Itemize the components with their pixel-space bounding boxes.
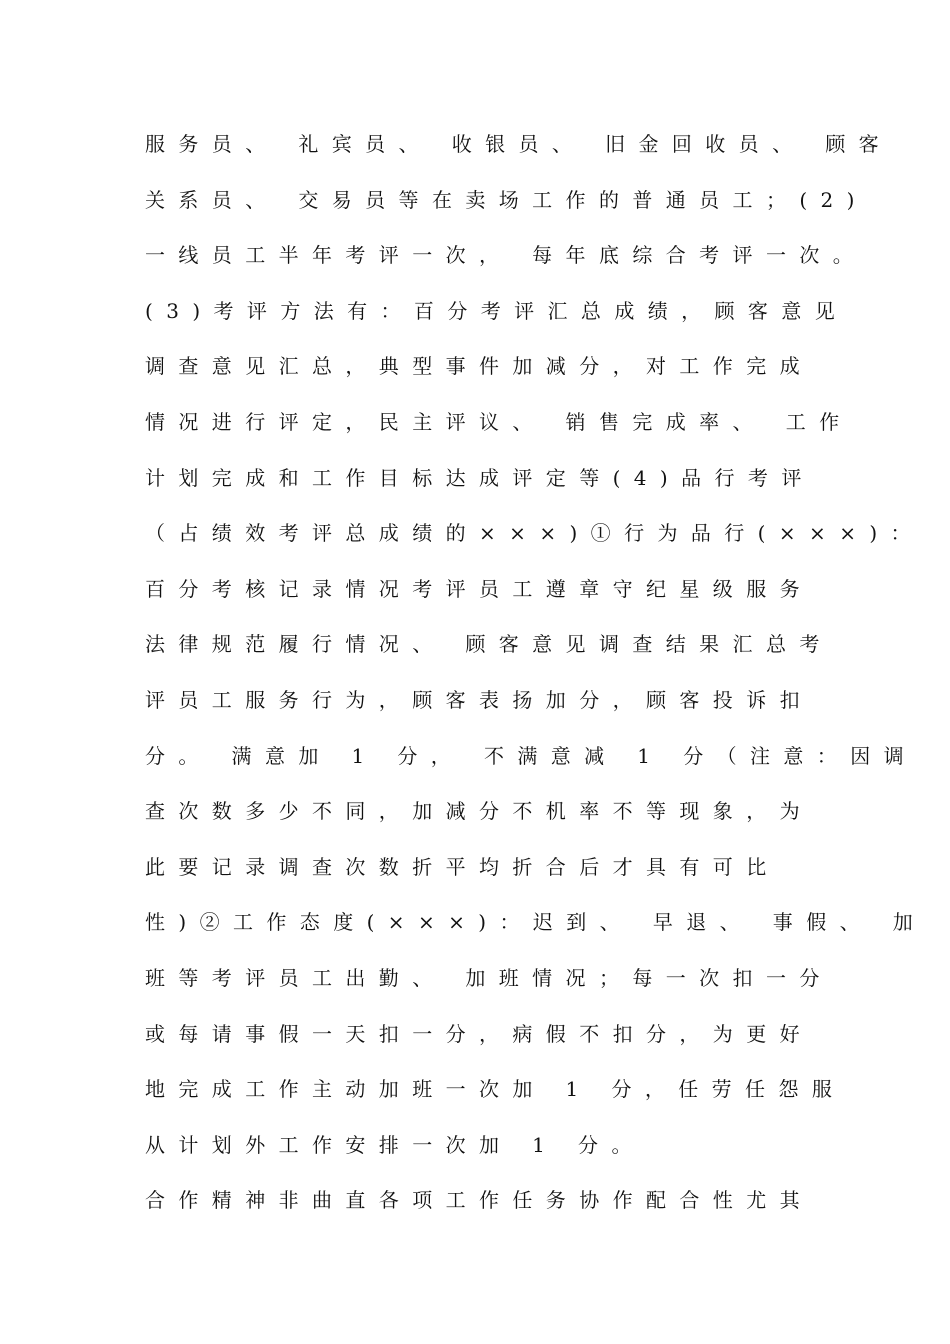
text-line-20: 合作精神非曲直各项工作任务协作配合性尤其 bbox=[145, 1188, 813, 1213]
text-line-3: 一线员工半年考评一次， 每年底综合考评一次。 bbox=[145, 243, 867, 268]
text-line-11: 评员工服务行为，顾客表扬加分，顾客投诉扣 bbox=[145, 687, 813, 712]
text-line-7: 计划完成和工作目标达成评定等(4)品行考评 bbox=[145, 465, 815, 490]
text-line-14: 此要记录调查次数折平均折合后才具有可比 bbox=[145, 854, 780, 879]
text-line-1: 服务员、 礼宾员、 收银员、 旧金回收员、 顾客 bbox=[145, 132, 893, 156]
text-line-4: (3)考评方法有：百分考评汇总成绩，顾客意见 bbox=[145, 298, 849, 323]
body-text bbox=[145, 128, 927, 1240]
text-line-6: 情况进行评定，民主评议、 销售完成率、 工作 bbox=[145, 409, 853, 434]
text-line-13: 查次数多少不同，加减分不机率不等现象，为 bbox=[145, 799, 813, 824]
text-line-17: 或每请事假一天扣一分，病假不扣分，为更好 bbox=[145, 1021, 813, 1046]
text-line-10: 法律规范履行情况、 顾客意见调查结果汇总考 bbox=[145, 632, 833, 657]
text-line-12: 分。 满意加 1 分， 不满意减 1 分（注意：因调 bbox=[145, 743, 917, 768]
text-line-9: 百分考核记录情况考评员工遵章守纪星级服务 bbox=[145, 576, 813, 601]
text-line-8: （占绩效考评总成绩的×××)①行为品行(×××)： bbox=[145, 521, 924, 546]
text-line-18: 地完成工作主动加班一次加 1 分，任劳任怨服 bbox=[145, 1077, 846, 1102]
text-line-16: 班等考评员工出勤、 加班情况；每一次扣一分 bbox=[145, 965, 833, 990]
text-line-5: 调查意见汇总，典型事件加减分，对工作完成 bbox=[145, 354, 813, 379]
text-line-2: 关系员、 交易员等在卖场工作的普通员工；(2) bbox=[145, 187, 868, 212]
text-line-15: 性)②工作态度(×××)：迟到、 早退、 事假、 加 bbox=[145, 910, 927, 935]
text-line-19: 从计划外工作安排一次加 1 分。 bbox=[145, 1132, 645, 1157]
